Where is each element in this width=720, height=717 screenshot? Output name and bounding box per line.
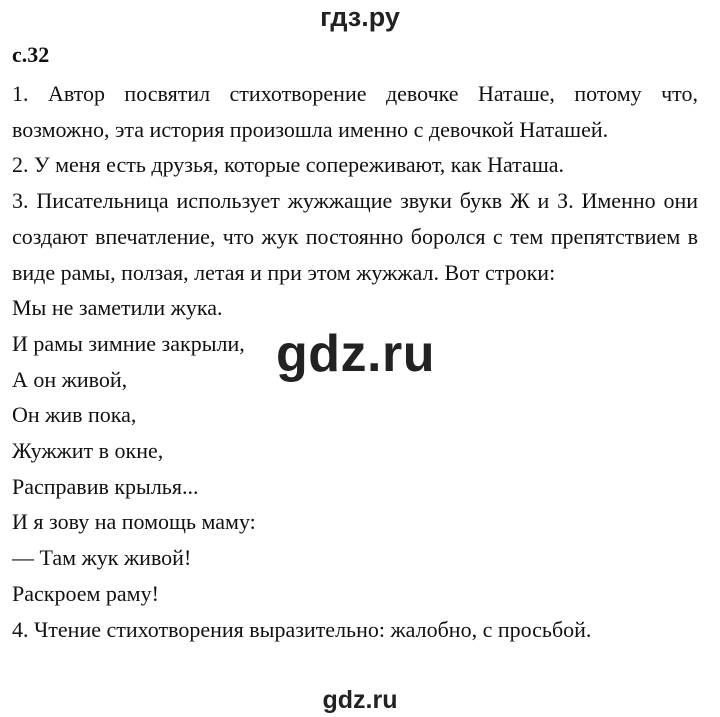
poem-line-6: Расправив крылья... [12, 473, 199, 499]
poem-line-5: Жужжит в окне, [12, 438, 164, 464]
poem-line-3: А он живой, [12, 366, 128, 392]
answer-paragraph-4: 4. Чтение стихотворения выразительно: жалобно, с просьбой. [12, 616, 592, 642]
poem-line-4: Он жив пока, [12, 402, 137, 428]
answer-paragraph-2: 2. У меня есть друзья, которые сопереживают, как Наташа. [12, 152, 565, 178]
site-header-title: гдз.ру [320, 2, 400, 32]
answer-paragraph-3: 3. Писательница использует жужжащие звуки букв Ж и З. Именно они создают впечатление, что жук постоянно боролся с тем препятствием в виде рамы, ползая, летая и при этом жужжал. Вот строки: [12, 188, 698, 285]
poem-line-8: — Там жук живой! [12, 545, 192, 571]
poem-line-2: И рамы зимние закрыли, [12, 330, 245, 356]
poem-line-1: Мы не заметили жука. [12, 295, 223, 321]
answer-paragraph-1: 1. Автор посвятил стихотворение девочке Наташе, потому что, возможно, эта история произошла именно с девочкой Наташей. [12, 81, 698, 142]
page-number-label: с.32 [12, 42, 50, 67]
poem-line-9: Раскроем раму! [12, 580, 159, 606]
site-footer-url: gdz.ru [322, 686, 398, 714]
watermark: gdz.ru [276, 325, 435, 383]
poem-line-7: И я зову на помощь маму: [12, 509, 256, 535]
